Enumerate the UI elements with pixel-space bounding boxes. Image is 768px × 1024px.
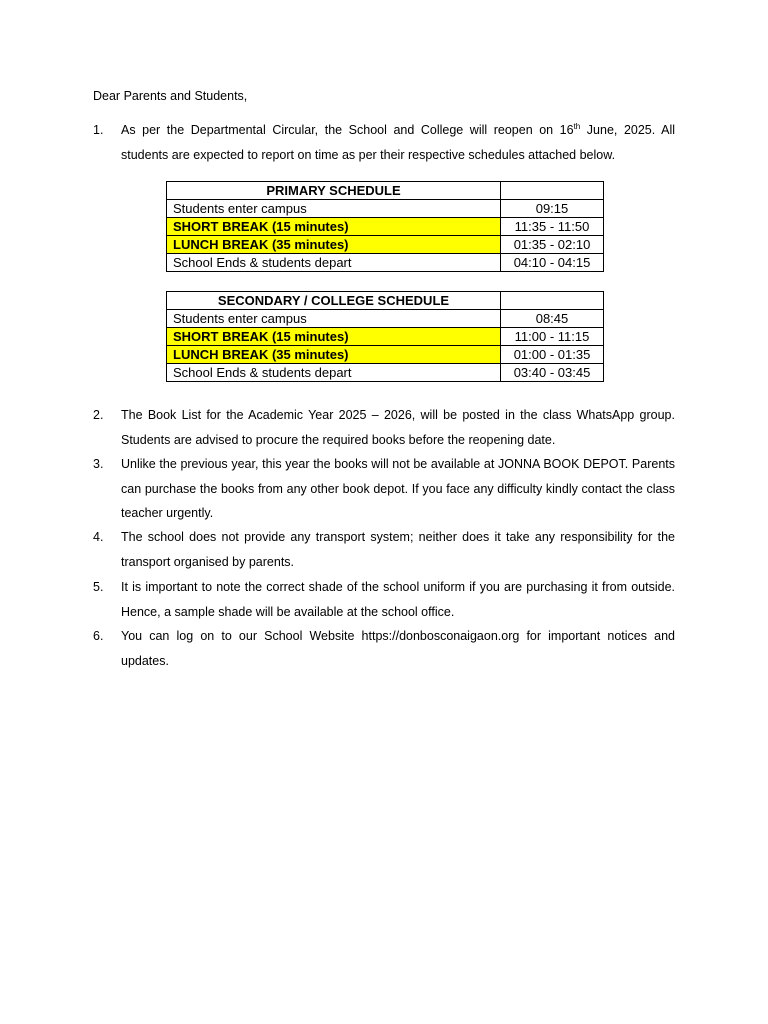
schedule-time: 01:00 - 01:35 xyxy=(501,346,604,364)
salutation: Dear Parents and Students, xyxy=(93,89,248,103)
secondary-schedule-table xyxy=(166,291,604,382)
schedule-time: 09:15 xyxy=(501,200,604,218)
table-row xyxy=(167,328,604,346)
item-text: You can log on to our School Website https://donbosconaigaon.org for important notices and updates. xyxy=(121,629,675,668)
schedule-label: School Ends & students depart xyxy=(167,364,501,382)
table-row xyxy=(167,310,604,328)
schedule-label: SHORT BREAK (15 minutes) xyxy=(167,218,501,236)
schedule-label: Students enter campus xyxy=(167,200,501,218)
table-header-row xyxy=(167,292,604,310)
item-text xyxy=(121,118,675,167)
schedule-label: LUNCH BREAK (35 minutes) xyxy=(167,346,501,364)
item-number: 3. xyxy=(93,457,104,471)
table-row xyxy=(167,200,604,218)
schedule-label: SHORT BREAK (15 minutes) xyxy=(167,328,501,346)
item-text-part: As per the Departmental Circular, the School and College will reopen on 16 xyxy=(121,123,574,137)
item-number: 1. xyxy=(93,123,104,137)
schedule-time: 08:45 xyxy=(501,310,604,328)
schedule-time: 11:35 - 11:50 xyxy=(501,218,604,236)
notice-item-2 xyxy=(93,403,675,452)
schedule-time: 01:35 - 02:10 xyxy=(501,236,604,254)
table-row xyxy=(167,254,604,272)
item-number: 4. xyxy=(93,530,104,544)
schedule-label: LUNCH BREAK (35 minutes) xyxy=(167,236,501,254)
ordinal-suffix: th xyxy=(573,121,581,131)
notice-item-3 xyxy=(93,452,675,526)
table-title: SECONDARY / COLLEGE SCHEDULE xyxy=(167,292,501,310)
schedule-time: 03:40 - 03:45 xyxy=(501,364,604,382)
table-header-row xyxy=(167,182,604,200)
notice-item-1 xyxy=(93,118,675,167)
schedule-time: 11:00 - 11:15 xyxy=(501,328,604,346)
table-row xyxy=(167,218,604,236)
item-text-part: June, 2025. All students are expected to report on time as per their respective schedules attached below. xyxy=(121,123,675,162)
item-number: 2. xyxy=(93,408,104,422)
notice-item-6 xyxy=(93,624,675,673)
item-text: Unlike the previous year, this year the books will not be available at JONNA BOOK DEPOT. Parents can purchase the books from any other book depot. If you face any difficulty kindly contact the class teacher urgently. xyxy=(121,457,675,520)
item-number: 5. xyxy=(93,580,104,594)
schedule-label: Students enter campus xyxy=(167,310,501,328)
schedule-label: School Ends & students depart xyxy=(167,254,501,272)
table-title: PRIMARY SCHEDULE xyxy=(167,182,501,200)
table-row xyxy=(167,236,604,254)
table-row xyxy=(167,364,604,382)
schedule-time: 04:10 - 04:15 xyxy=(501,254,604,272)
table-row xyxy=(167,346,604,364)
notice-item-4 xyxy=(93,525,675,574)
item-text: It is important to note the correct shade of the school uniform if you are purchasing it from outside. Hence, a sample shade will be available at the school office. xyxy=(121,580,675,619)
item-text: The Book List for the Academic Year 2025 – 2026, will be posted in the class WhatsApp group. Students are advised to procure the required books before the reopening date. xyxy=(121,408,675,447)
item-text: The school does not provide any transport system; neither does it take any responsibility for the transport organised by parents. xyxy=(121,530,675,569)
table-header-blank xyxy=(501,292,604,310)
item-number: 6. xyxy=(93,629,104,643)
primary-schedule-table xyxy=(166,181,604,272)
table-header-blank xyxy=(501,182,604,200)
notice-item-5 xyxy=(93,575,675,624)
